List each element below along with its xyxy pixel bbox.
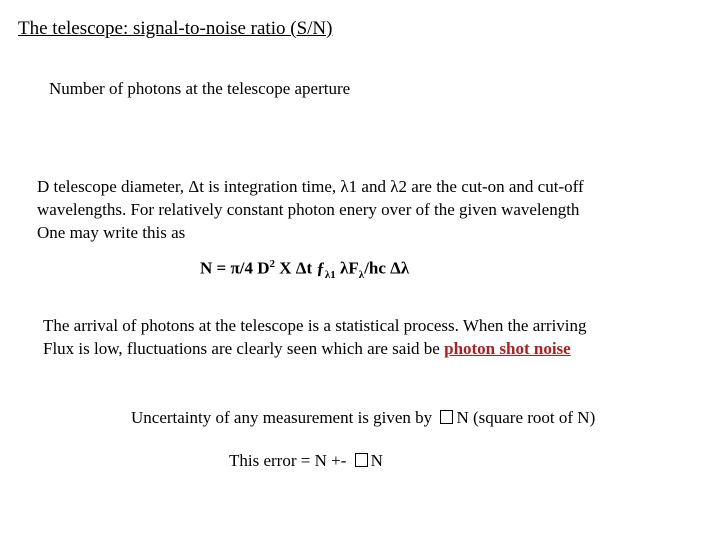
statistics-paragraph <box>43 314 587 360</box>
formula-subscript-lambda1: λ1 <box>324 269 336 282</box>
uncertainty-tail: N (square root of N) <box>456 408 596 427</box>
subtitle: Number of photons at the telescope aperture <box>49 79 351 98</box>
formula-tail: /hc Δλ <box>364 258 410 278</box>
statistics-line-2 <box>43 337 587 360</box>
statistics-line-1: The arrival of photons at the telescope is a statistical process. When the arriving <box>43 316 587 335</box>
missing-sqrt-glyph-icon <box>440 410 453 424</box>
formula-flux: λF <box>335 258 359 278</box>
formula-exponent: 2 <box>269 258 276 270</box>
photon-shot-noise-term: photon shot noise <box>444 339 571 358</box>
formula-middle: X Δt ƒ <box>275 258 325 278</box>
missing-sqrt-glyph-icon <box>355 453 368 467</box>
slide-title: The telescope: signal-to-noise ratio (S/N) <box>18 18 333 39</box>
definition-paragraph <box>37 175 584 244</box>
error-text: This error = N +- <box>229 451 351 470</box>
statistics-line-2-text: Flux is low, fluctuations are clearly seen which are said be <box>43 339 445 358</box>
uncertainty-line <box>131 408 595 428</box>
definition-line-1: D telescope diameter, Δt is integration time, λ1 and λ2 are the cut-on and cut-off <box>37 177 584 196</box>
error-tail: N <box>370 451 383 470</box>
photon-count-formula <box>200 258 409 281</box>
formula-lead: N = π/4 D <box>200 258 270 278</box>
uncertainty-text: Uncertainty of any measurement is given by <box>131 408 437 427</box>
error-line <box>229 451 383 471</box>
definition-line-3: One may write this as <box>37 223 186 242</box>
formula-subscript-lambda: λ <box>358 269 365 282</box>
definition-line-2: wavelengths. For relatively constant photon enery over of the given wavelength <box>37 200 580 219</box>
